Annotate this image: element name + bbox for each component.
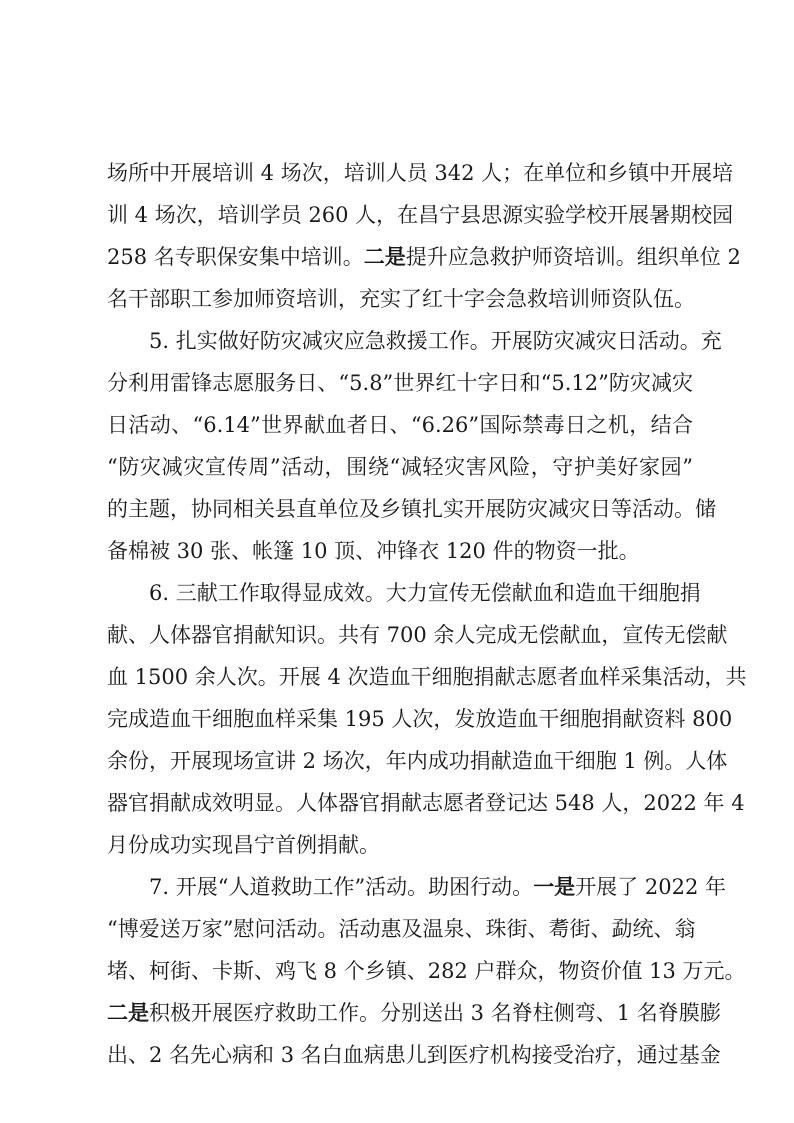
text-segment: 堵、柯街、卡斯、鸡飞 8 个乡镇、282 户群众，物资价值 13 万元。 <box>107 959 746 983</box>
text-segment: 场所中开展培训 4 场次，培训人员 342 人；在单位和乡镇中开展培 <box>107 161 734 185</box>
text-segment: 训 4 场次，培训学员 260 人，在昌宁县思源实验学校开展暑期校园 <box>107 203 734 227</box>
text-line <box>107 702 733 736</box>
text-line <box>107 744 728 778</box>
text-line <box>107 996 721 1030</box>
text-segment: 出、2 名先心病和 3 名白血病患儿到医疗机构接受治疗，通过基金 <box>107 1043 721 1067</box>
text-line <box>107 618 728 652</box>
text-line <box>107 660 747 694</box>
text-segment: 余份，开展现场宣讲 2 场次，年内成功捐献造血干细胞 1 例。人体 <box>107 749 728 773</box>
text-segment: 名干部职工参加师资培训，充实了红十字会急救培训师资队伍。 <box>107 287 695 311</box>
text-line <box>107 534 693 568</box>
text-segment: 器官捐献成效明显。人体器官捐献志愿者登记达 548 人，2022 年 4 <box>107 791 745 815</box>
text-line <box>107 492 716 526</box>
text-line <box>149 576 701 610</box>
text-segment: 6. 三献工作取得显成效。大力宣传无偿献血和造血干细胞捐 <box>149 581 701 605</box>
bold-text: 二是 <box>363 244 406 269</box>
text-segment: 日活动、“6.14”世界献血者日、“6.26”国际禁毒日之机，结合 <box>107 413 693 437</box>
text-line <box>107 366 693 400</box>
text-segment: 5. 扎实做好防灾减灾应急救援工作。开展防灾减灾日活动。充 <box>149 329 722 353</box>
text-line <box>107 240 741 274</box>
bold-text: 二是 <box>107 1000 149 1025</box>
text-line <box>107 786 745 820</box>
text-segment: 开展了 2022 年 <box>575 875 726 899</box>
text-segment: 备棉被 30 张、帐篷 10 顶、冲锋衣 120 件的物资一批。 <box>107 539 640 563</box>
text-line <box>107 828 693 862</box>
text-segment: “博爱送万家”慰问活动。活动惠及温泉、珠街、耈街、勐统、翁 <box>107 917 696 941</box>
text-segment: “防灾减灾宣传周”活动，围绕“减轻灾害风险，守护美好家园” <box>107 455 693 479</box>
text-line <box>107 198 734 232</box>
text-line <box>149 870 726 904</box>
text-line <box>107 1038 721 1072</box>
text-segment: 的主题，协同相关县直单位及乡镇扎实开展防灾减灾日等活动。储 <box>107 497 716 521</box>
text-line <box>107 408 693 442</box>
text-segment: 完成造血干细胞血样采集 195 人次，发放造血干细胞捐献资料 800 <box>107 707 733 731</box>
text-line <box>107 282 693 316</box>
text-segment: 月份成功实现昌宁首例捐献。 <box>107 833 380 857</box>
text-line <box>107 912 696 946</box>
bold-text: 一是 <box>533 874 576 899</box>
text-segment: 献、人体器官捐献知识。共有 700 余人完成无偿献血，宣传无偿献 <box>107 623 728 647</box>
text-line <box>107 156 734 190</box>
text-line <box>107 450 693 484</box>
text-segment: 血 1500 余人次。开展 4 次造血干细胞捐献志愿者血样采集活动，共 <box>107 665 747 689</box>
text-segment: 积极开展医疗救助工作。分别送出 3 名脊柱侧弯、1 名脊膜膨 <box>149 1001 721 1025</box>
text-line <box>107 954 746 988</box>
text-line <box>149 324 722 358</box>
text-segment: 258 名专职保安集中培训。 <box>107 245 364 269</box>
text-segment: 分利用雷锋志愿服务日、“5.8”世界红十字日和“5.12”防灾减灾 <box>107 371 693 395</box>
text-segment: 7. 开展“人道救助工作”活动。助困行动。 <box>149 875 534 899</box>
text-segment: 提升应急救护师资培训。组织单位 2 <box>405 245 741 269</box>
